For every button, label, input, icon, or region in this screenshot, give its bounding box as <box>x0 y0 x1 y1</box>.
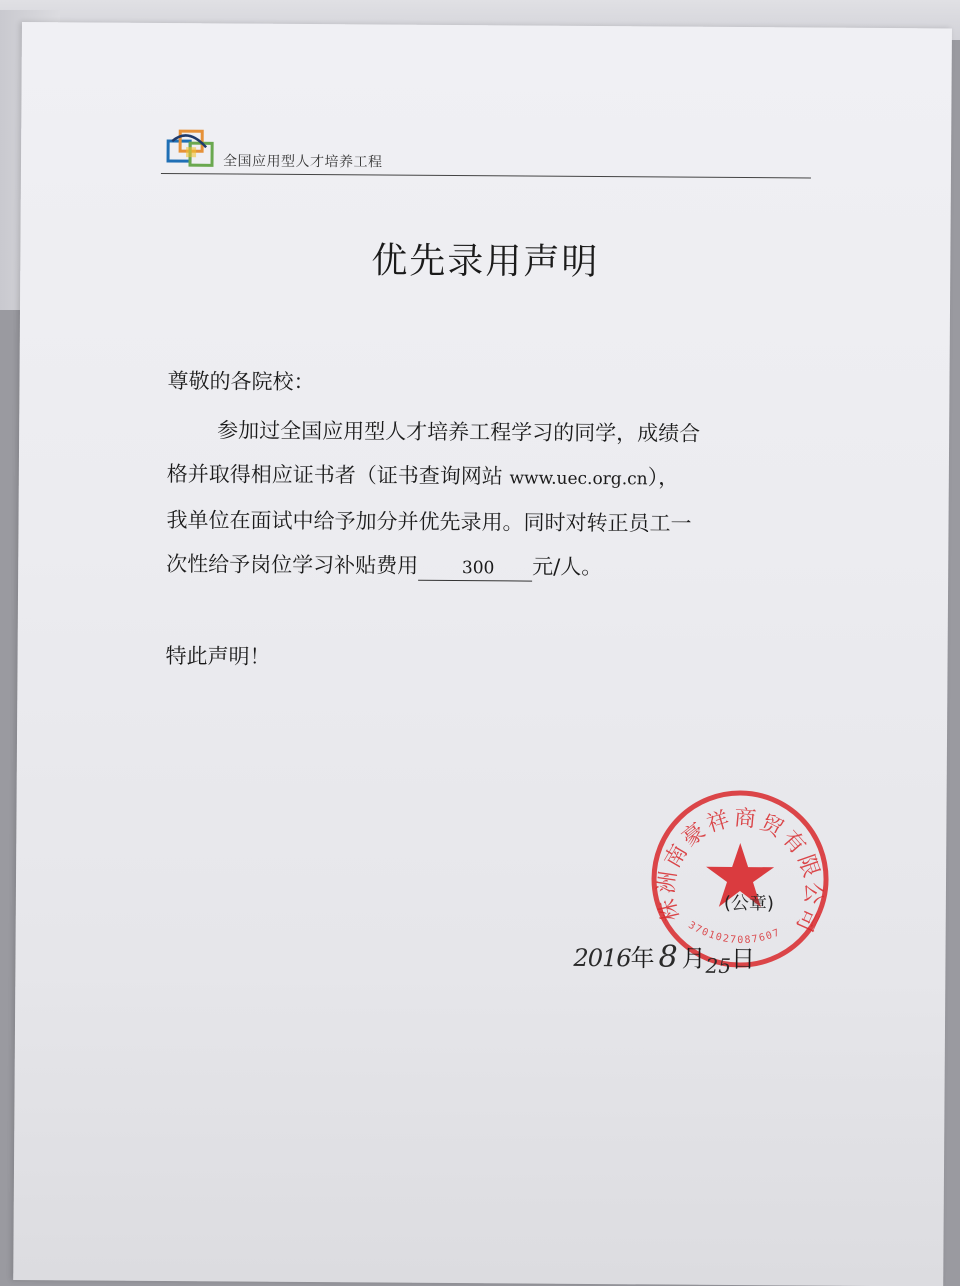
closing-statement: 特此声明！ <box>165 644 271 669</box>
body-line-4 <box>166 542 806 590</box>
date-year: 2016 <box>573 943 631 973</box>
overlapping-squares-logo-icon <box>166 127 218 171</box>
document-title: 优先录用声明 <box>371 240 600 284</box>
statement-body <box>166 408 807 590</box>
date-month-label: 月 <box>681 944 706 973</box>
salutation: 尊敬的各院校： <box>167 369 315 395</box>
date-year-label: 年 <box>630 944 655 973</box>
body-line-3: 我单位在面试中给予加分并优先录用。同时对转正员工一 <box>166 508 692 536</box>
svg-text:3701027087607: 3701027087607 <box>686 919 783 947</box>
signature-date <box>573 938 756 978</box>
body-line-1: 参加过全国应用型人才培养工程学习的同学，成绩合 <box>217 418 701 446</box>
body-line-2-prefix: 格并取得相应证书者（证书查询网站 <box>166 462 510 489</box>
header-divider <box>161 173 811 179</box>
body-line-4-prefix: 次性给予岗位学习补贴费用 <box>166 552 419 578</box>
svg-text:株洲南豪祥商贸有限公司: 株洲南豪祥商贸有限公司 <box>654 805 826 938</box>
date-day: 25 <box>705 953 732 978</box>
certificate-website: www.uec.org.cn <box>509 468 648 490</box>
date-month: 8 <box>658 939 678 975</box>
organization-name: 全国应用型人才培养工程 <box>222 153 383 171</box>
body-line-2-suffix: ）， <box>647 465 680 490</box>
subsidy-amount: 300 <box>418 556 532 582</box>
body-line-2 <box>167 452 807 502</box>
date-day-label: 日 <box>731 944 756 974</box>
document-page <box>13 22 952 1286</box>
body-line-4-suffix: 元/人。 <box>532 554 603 580</box>
official-seal-label: (公章) <box>723 892 774 915</box>
